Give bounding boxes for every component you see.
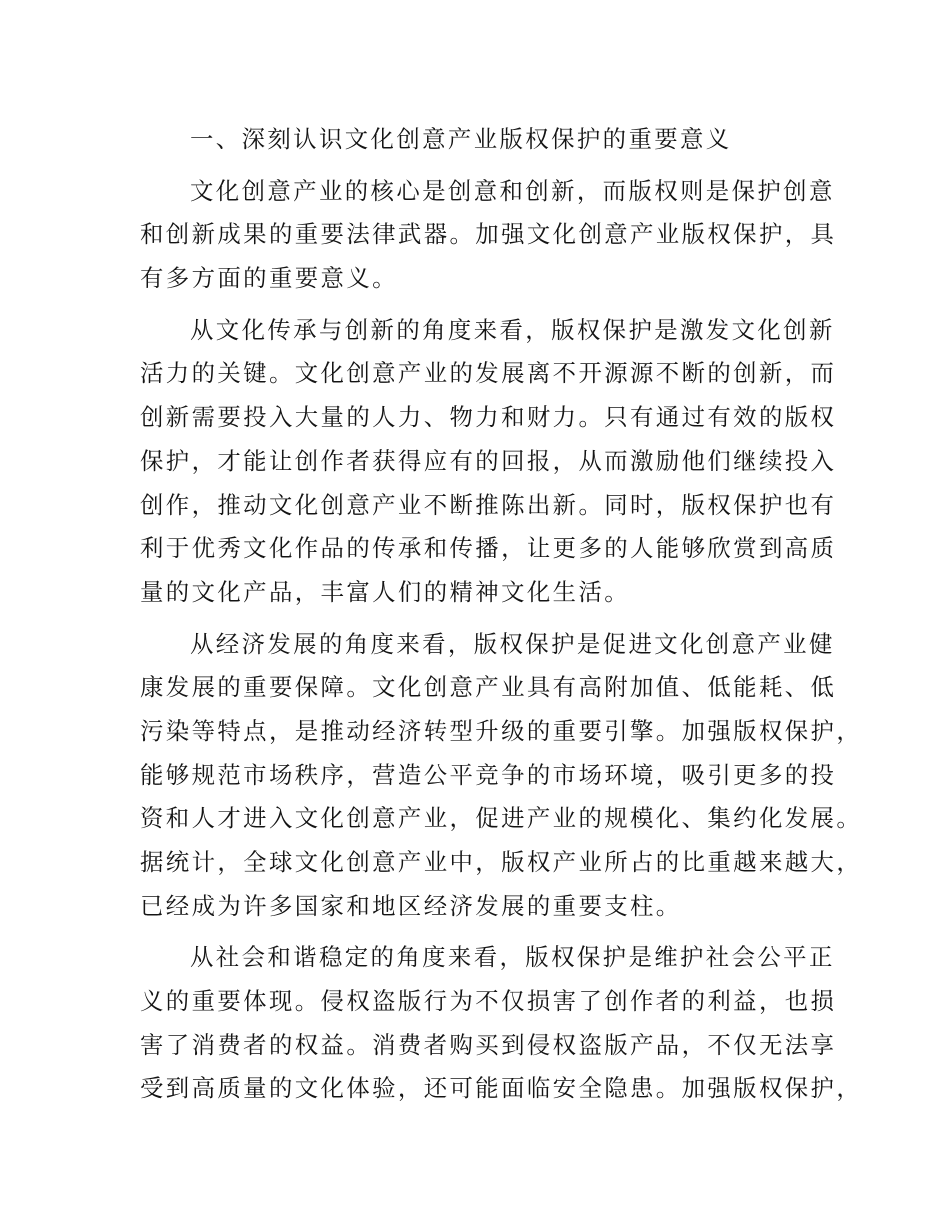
text-line: 利于优秀文化作品的传承和传播，让更多的人能够欣赏到高质 bbox=[140, 534, 837, 563]
text-line: 受到高质量的文化体验，还可能面临安全隐患。加强版权保护， bbox=[140, 1074, 863, 1103]
document-body bbox=[140, 118, 863, 1111]
text-line: 创作，推动文化创意产业不断推陈出新。同时，版权保护也有 bbox=[140, 490, 837, 519]
paragraph-intro bbox=[140, 170, 837, 301]
paragraph-society bbox=[140, 936, 863, 1111]
text-line: 量的文化产品，丰富人们的精神文化生活。 bbox=[140, 577, 631, 606]
paragraph-culture bbox=[140, 309, 837, 615]
text-line: 害了消费者的权益。消费者购买到侵权盗版产品，不仅无法享 bbox=[140, 1030, 837, 1059]
text-line: 有多方面的重要意义。 bbox=[140, 264, 398, 293]
text-line: 文化创意产业的核心是创意和创新，而版权则是保护创意 bbox=[190, 176, 835, 205]
text-line: 污染等特点，是推动经济转型升级的重要引擎。加强版权保护， bbox=[140, 716, 863, 745]
text-line: 从文化传承与创新的角度来看，版权保护是激发文化创新 bbox=[190, 315, 835, 344]
text-line: 义的重要体现。侵权盗版行为不仅损害了创作者的利益，也损 bbox=[140, 987, 837, 1016]
text-line: 创新需要投入大量的人力、物力和财力。只有通过有效的版权 bbox=[140, 403, 837, 432]
text-line: 从社会和谐稳定的角度来看，版权保护是维护社会公平正 bbox=[190, 943, 835, 972]
text-line: 保护，才能让创作者获得应有的回报，从而激励他们继续投入 bbox=[140, 446, 837, 475]
text-line: 从经济发展的角度来看，版权保护是促进文化创意产业健 bbox=[190, 629, 835, 658]
text-line: 能够规范市场秩序，营造公平竞争的市场环境，吸引更多的投 bbox=[140, 760, 837, 789]
text-line: 已经成为许多国家和地区经济发展的重要支柱。 bbox=[140, 891, 682, 920]
text-line: 资和人才进入文化创意产业，促进产业的规模化、集约化发展。 bbox=[140, 804, 863, 833]
text-line: 活力的关键。文化创意产业的发展离不开源源不断的创新，而 bbox=[140, 359, 837, 388]
text-line: 康发展的重要保障。文化创意产业具有高附加值、低能耗、低 bbox=[140, 673, 837, 702]
text-line: 据统计，全球文化创意产业中，版权产业所占的比重越来越大， bbox=[140, 848, 863, 876]
section-heading: 一、深刻认识文化创意产业版权保护的重要意义 bbox=[190, 125, 732, 153]
paragraph-economy bbox=[140, 623, 863, 929]
text-line: 和创新成果的重要法律武器。加强文化创意产业版权保护，具 bbox=[140, 220, 837, 249]
